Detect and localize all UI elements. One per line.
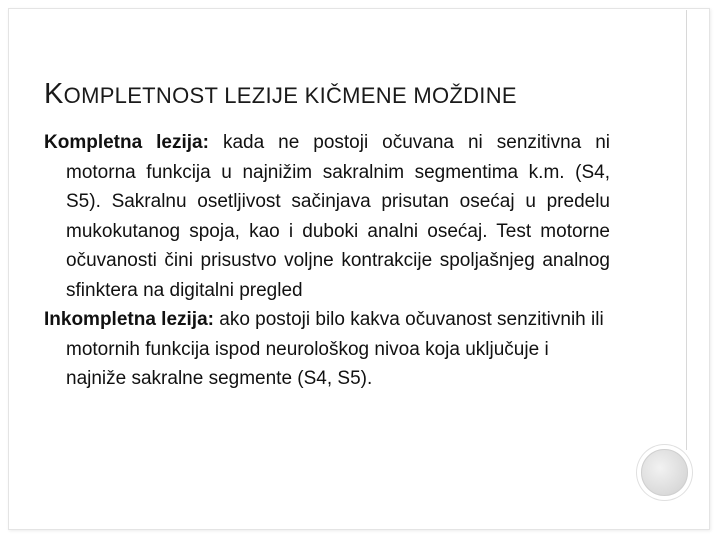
paragraph-incomplete-lesion	[44, 305, 610, 394]
definition-incomplete-lesion: ako postoji bilo kakva očuvanost senzitivnih ili motornih funkcija ispod neurološkog nivoa koja uključuje i najniže sakralne segmente (S4, S5).	[66, 309, 604, 389]
definition-complete-lesion: kada ne postoji očuvana ni senzitivna ni motorna funkcija u najnižim sakralnim segmentima k.m. (S4, S5). Sakralnu osetljivost sačinjava prisutan osećaj u predelu mukokutanog spoja, kao i duboki analni osećaj. Test motorne očuvanosti čini prisustvo voljne kontrakcije spoljašnjeg analnog sfinktera na digitalni pregled	[66, 132, 611, 301]
term-complete-lesion: Kompletna lezija:	[44, 132, 209, 153]
title-rest: OMPLETNOST LEZIJE KIČMENE MOŽDINE	[63, 83, 517, 108]
slide-body	[44, 128, 610, 394]
slide-frame-edge	[686, 10, 687, 450]
term-incomplete-lesion: Inkompletna lezija:	[44, 309, 214, 330]
decorative-circle	[641, 449, 688, 496]
paragraph-complete-lesion	[44, 128, 610, 305]
title-initial: K	[44, 78, 64, 110]
slide-title	[44, 78, 517, 111]
